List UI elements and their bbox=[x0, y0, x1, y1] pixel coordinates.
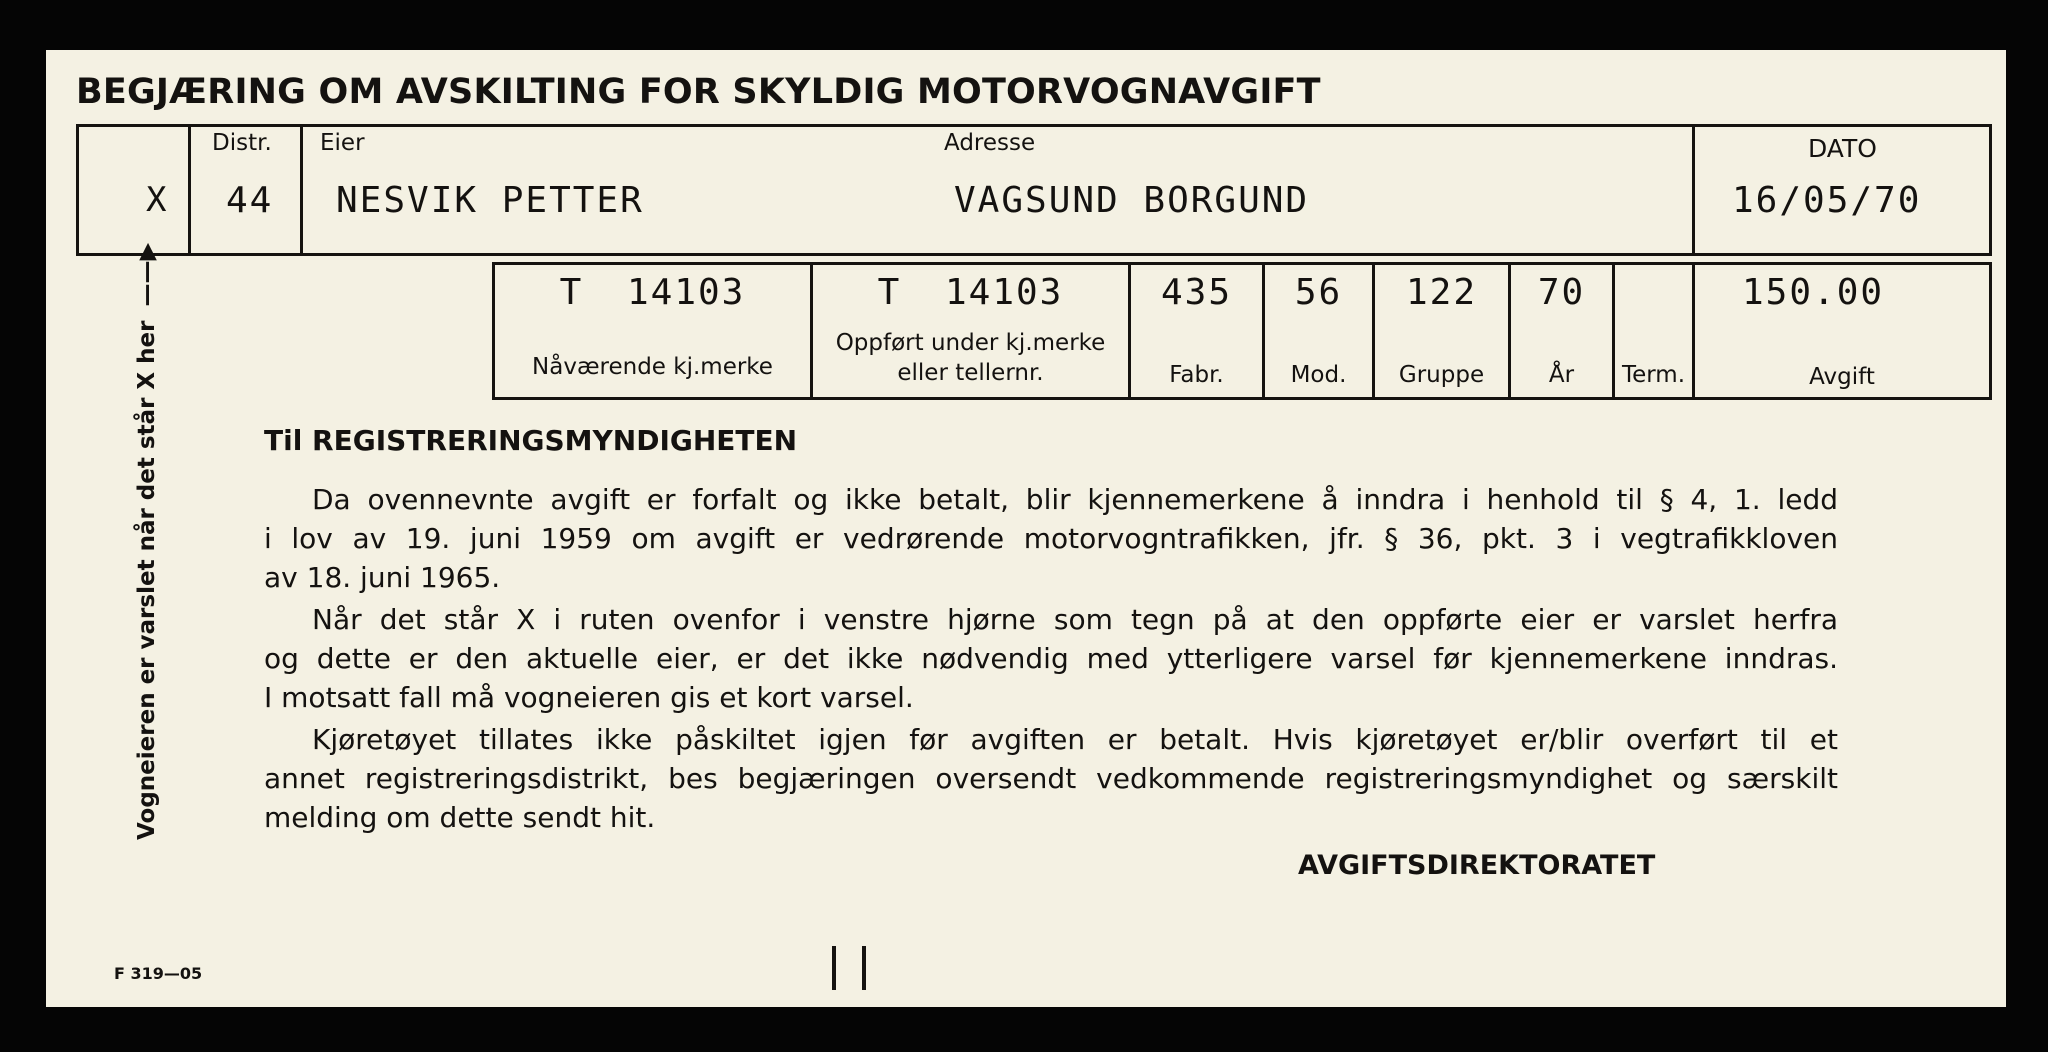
paragraph-2-line-2: og dette er den aktuelle eier, er det ikke nødvendig med ytterligere varsel før kjennemerkene inndras. bbox=[264, 642, 1838, 675]
current-plate-value: T 14103 bbox=[559, 272, 746, 313]
mod-label: Mod. bbox=[1290, 362, 1347, 388]
address-value: VAGSUND BORGUND bbox=[954, 180, 1310, 221]
current-plate-label: Nåværende kj.merke bbox=[532, 354, 773, 380]
side-note bbox=[134, 243, 160, 840]
header-divider bbox=[188, 124, 191, 256]
header-divider bbox=[1692, 124, 1695, 256]
owner-value: NESVIK PETTER bbox=[336, 180, 644, 221]
term-label: Term. bbox=[1621, 362, 1686, 388]
form-paper bbox=[46, 50, 2006, 1007]
paragraph-1-line-3: av 18. juni 1965. bbox=[264, 561, 501, 594]
fee-label: Avgift bbox=[1809, 364, 1875, 390]
perforation-mark bbox=[862, 946, 866, 990]
header-divider bbox=[300, 124, 303, 256]
registered-plate-label-2: eller tellernr. bbox=[897, 360, 1044, 386]
date-value: 16/05/70 bbox=[1732, 180, 1922, 221]
distr-label: Distr. bbox=[212, 130, 272, 156]
paragraph-1-line-1: Da ovennevnte avgift er forfalt og ikke betalt, blir kjennemerkene å inndra i henhold til § 4, 1. ledd bbox=[312, 483, 1838, 516]
side-note-text: Vogneieren er varslet når det står X her bbox=[134, 320, 160, 840]
letter-recipient: Til REGISTRERINGSMYNDIGHETEN bbox=[264, 424, 798, 457]
fabr-label: Fabr. bbox=[1169, 362, 1224, 388]
paragraph-1-line-2: i lov av 19. juni 1959 om avgift er vedrørende motorvogntrafikken, jfr. § 36, pkt. 3 i vegtrafikkloven bbox=[264, 522, 1838, 555]
registered-plate-label-1: Oppført under kj.merke bbox=[835, 330, 1106, 356]
paragraph-2-line-3: I motsatt fall må vogneieren gis et kort varsel. bbox=[264, 681, 914, 714]
fabr-value: 435 bbox=[1160, 272, 1233, 313]
paragraph-2-line-1: Når det står X i ruten ovenfor i venstre hjørne som tegn på at den oppførte eier er varslet herfra bbox=[312, 603, 1838, 636]
group-label: Gruppe bbox=[1398, 362, 1485, 388]
year-value: 70 bbox=[1537, 272, 1586, 313]
paragraph-3-line-2: annet registreringsdistrikt, bes begjæringen oversendt vedkommende registreringsmyndighet og særskilt bbox=[264, 762, 1838, 795]
year-label: År bbox=[1548, 362, 1575, 388]
notified-mark: X bbox=[146, 180, 169, 220]
paragraph-3-line-1: Kjøretøyet tillates ikke påskiltet igjen før avgiften er betalt. Hvis kjøretøyet er/blir overført til et bbox=[312, 723, 1838, 756]
date-label: DATO bbox=[1808, 134, 1877, 163]
group-value: 122 bbox=[1405, 272, 1478, 313]
address-label: Adresse bbox=[944, 130, 1036, 156]
form-title: BEGJÆRING OM AVSKILTING FOR SKYLDIG MOTORVOGNAVGIFT bbox=[76, 72, 1321, 112]
distr-value: 44 bbox=[226, 180, 274, 221]
arrow-up-icon: ——▶ bbox=[134, 242, 160, 307]
signature: AVGIFTSDIREKTORATET bbox=[1298, 850, 1656, 881]
perforation-mark bbox=[832, 946, 836, 990]
paragraph-3-line-3: melding om dette sendt hit. bbox=[264, 801, 656, 834]
owner-label: Eier bbox=[320, 130, 365, 156]
registered-plate-value: T 14103 bbox=[877, 272, 1064, 313]
mod-value: 56 bbox=[1294, 272, 1343, 313]
fee-value: 150.00 bbox=[1742, 272, 1885, 313]
form-number: F 319—05 bbox=[114, 964, 203, 983]
